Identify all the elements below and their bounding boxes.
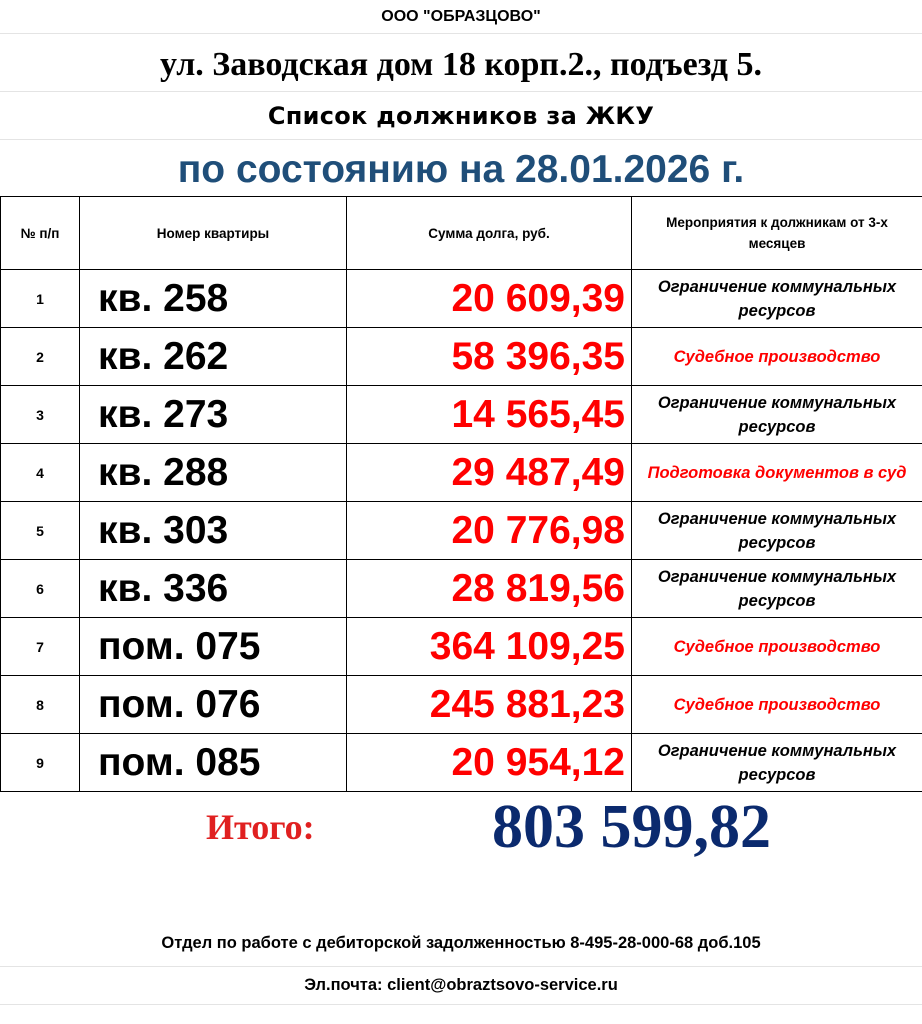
apartment-number: пом. 076 bbox=[80, 676, 347, 734]
debt-amount: 58 396,35 bbox=[347, 328, 632, 386]
debt-amount: 20 776,98 bbox=[347, 502, 632, 560]
table-row bbox=[1, 386, 922, 444]
row-number: 4 bbox=[1, 444, 80, 502]
debt-action: Судебное производство bbox=[632, 676, 922, 734]
apartment-number: кв. 273 bbox=[80, 386, 347, 444]
total-label: Итого: bbox=[206, 807, 315, 847]
debt-amount: 20 954,12 bbox=[347, 734, 632, 792]
company-name: ООО "ОБРАЗЦОВО" bbox=[0, 0, 922, 34]
apartment-number: пом. 085 bbox=[80, 734, 347, 792]
table-header bbox=[1, 197, 922, 270]
table-row bbox=[1, 444, 922, 502]
debt-action: Ограничение коммунальных ресурсов bbox=[632, 386, 922, 444]
address-title: ул. Заводская дом 18 корп.2., подъезд 5. bbox=[0, 34, 922, 92]
debt-amount: 20 609,39 bbox=[347, 270, 632, 328]
table-header-row bbox=[1, 197, 922, 270]
apartment-number: кв. 336 bbox=[80, 560, 347, 618]
apartment-number: пом. 075 bbox=[80, 618, 347, 676]
table-row bbox=[1, 618, 922, 676]
table-row bbox=[1, 502, 922, 560]
apartment-number: кв. 303 bbox=[80, 502, 347, 560]
table-row bbox=[1, 734, 922, 792]
debt-action: Судебное производство bbox=[632, 328, 922, 386]
debt-action: Подготовка документов в суд bbox=[632, 444, 922, 502]
debt-amount: 14 565,45 bbox=[347, 386, 632, 444]
department-contact: Отдел по работе с дебиторской задолженностью 8-495-28-000-68 доб.105 bbox=[0, 925, 922, 967]
apartment-number: кв. 288 bbox=[80, 444, 347, 502]
table-row bbox=[1, 328, 922, 386]
debt-amount: 364 109,25 bbox=[347, 618, 632, 676]
row-number: 1 bbox=[1, 270, 80, 328]
debt-amount: 245 881,23 bbox=[347, 676, 632, 734]
debt-action: Судебное производство bbox=[632, 618, 922, 676]
apartment-number: кв. 262 bbox=[80, 328, 347, 386]
table-row bbox=[1, 270, 922, 328]
email-contact: Эл.почта: client@obraztsovo-service.ru bbox=[0, 967, 922, 1005]
row-number: 3 bbox=[1, 386, 80, 444]
total-value: 803 599,82 bbox=[492, 793, 771, 861]
row-number: 8 bbox=[1, 676, 80, 734]
debtors-table bbox=[0, 196, 922, 792]
debt-action: Ограничение коммунальных ресурсов bbox=[632, 560, 922, 618]
row-number: 7 bbox=[1, 618, 80, 676]
header-action: Мероприятия к должникам от 3-х месяцев bbox=[632, 197, 922, 270]
row-number: 2 bbox=[1, 328, 80, 386]
row-number: 9 bbox=[1, 734, 80, 792]
row-number: 6 bbox=[1, 560, 80, 618]
debt-action: Ограничение коммунальных ресурсов bbox=[632, 734, 922, 792]
date-line: по состоянию на 28.01.2026 г. bbox=[177, 148, 745, 191]
header-row-number: № п/п bbox=[1, 197, 80, 270]
header-amount: Сумма долга, руб. bbox=[347, 197, 632, 270]
header-apartment: Номер квартиры bbox=[80, 197, 347, 270]
debt-action: Ограничение коммунальных ресурсов bbox=[632, 270, 922, 328]
debt-amount: 28 819,56 bbox=[347, 560, 632, 618]
debt-amount: 29 487,49 bbox=[347, 444, 632, 502]
table-row bbox=[1, 676, 922, 734]
row-number: 5 bbox=[1, 502, 80, 560]
apartment-number: кв. 258 bbox=[80, 270, 347, 328]
debt-action: Ограничение коммунальных ресурсов bbox=[632, 502, 922, 560]
list-title: Список должников за ЖКУ bbox=[0, 92, 922, 140]
table-row bbox=[1, 560, 922, 618]
table-body bbox=[1, 270, 922, 792]
